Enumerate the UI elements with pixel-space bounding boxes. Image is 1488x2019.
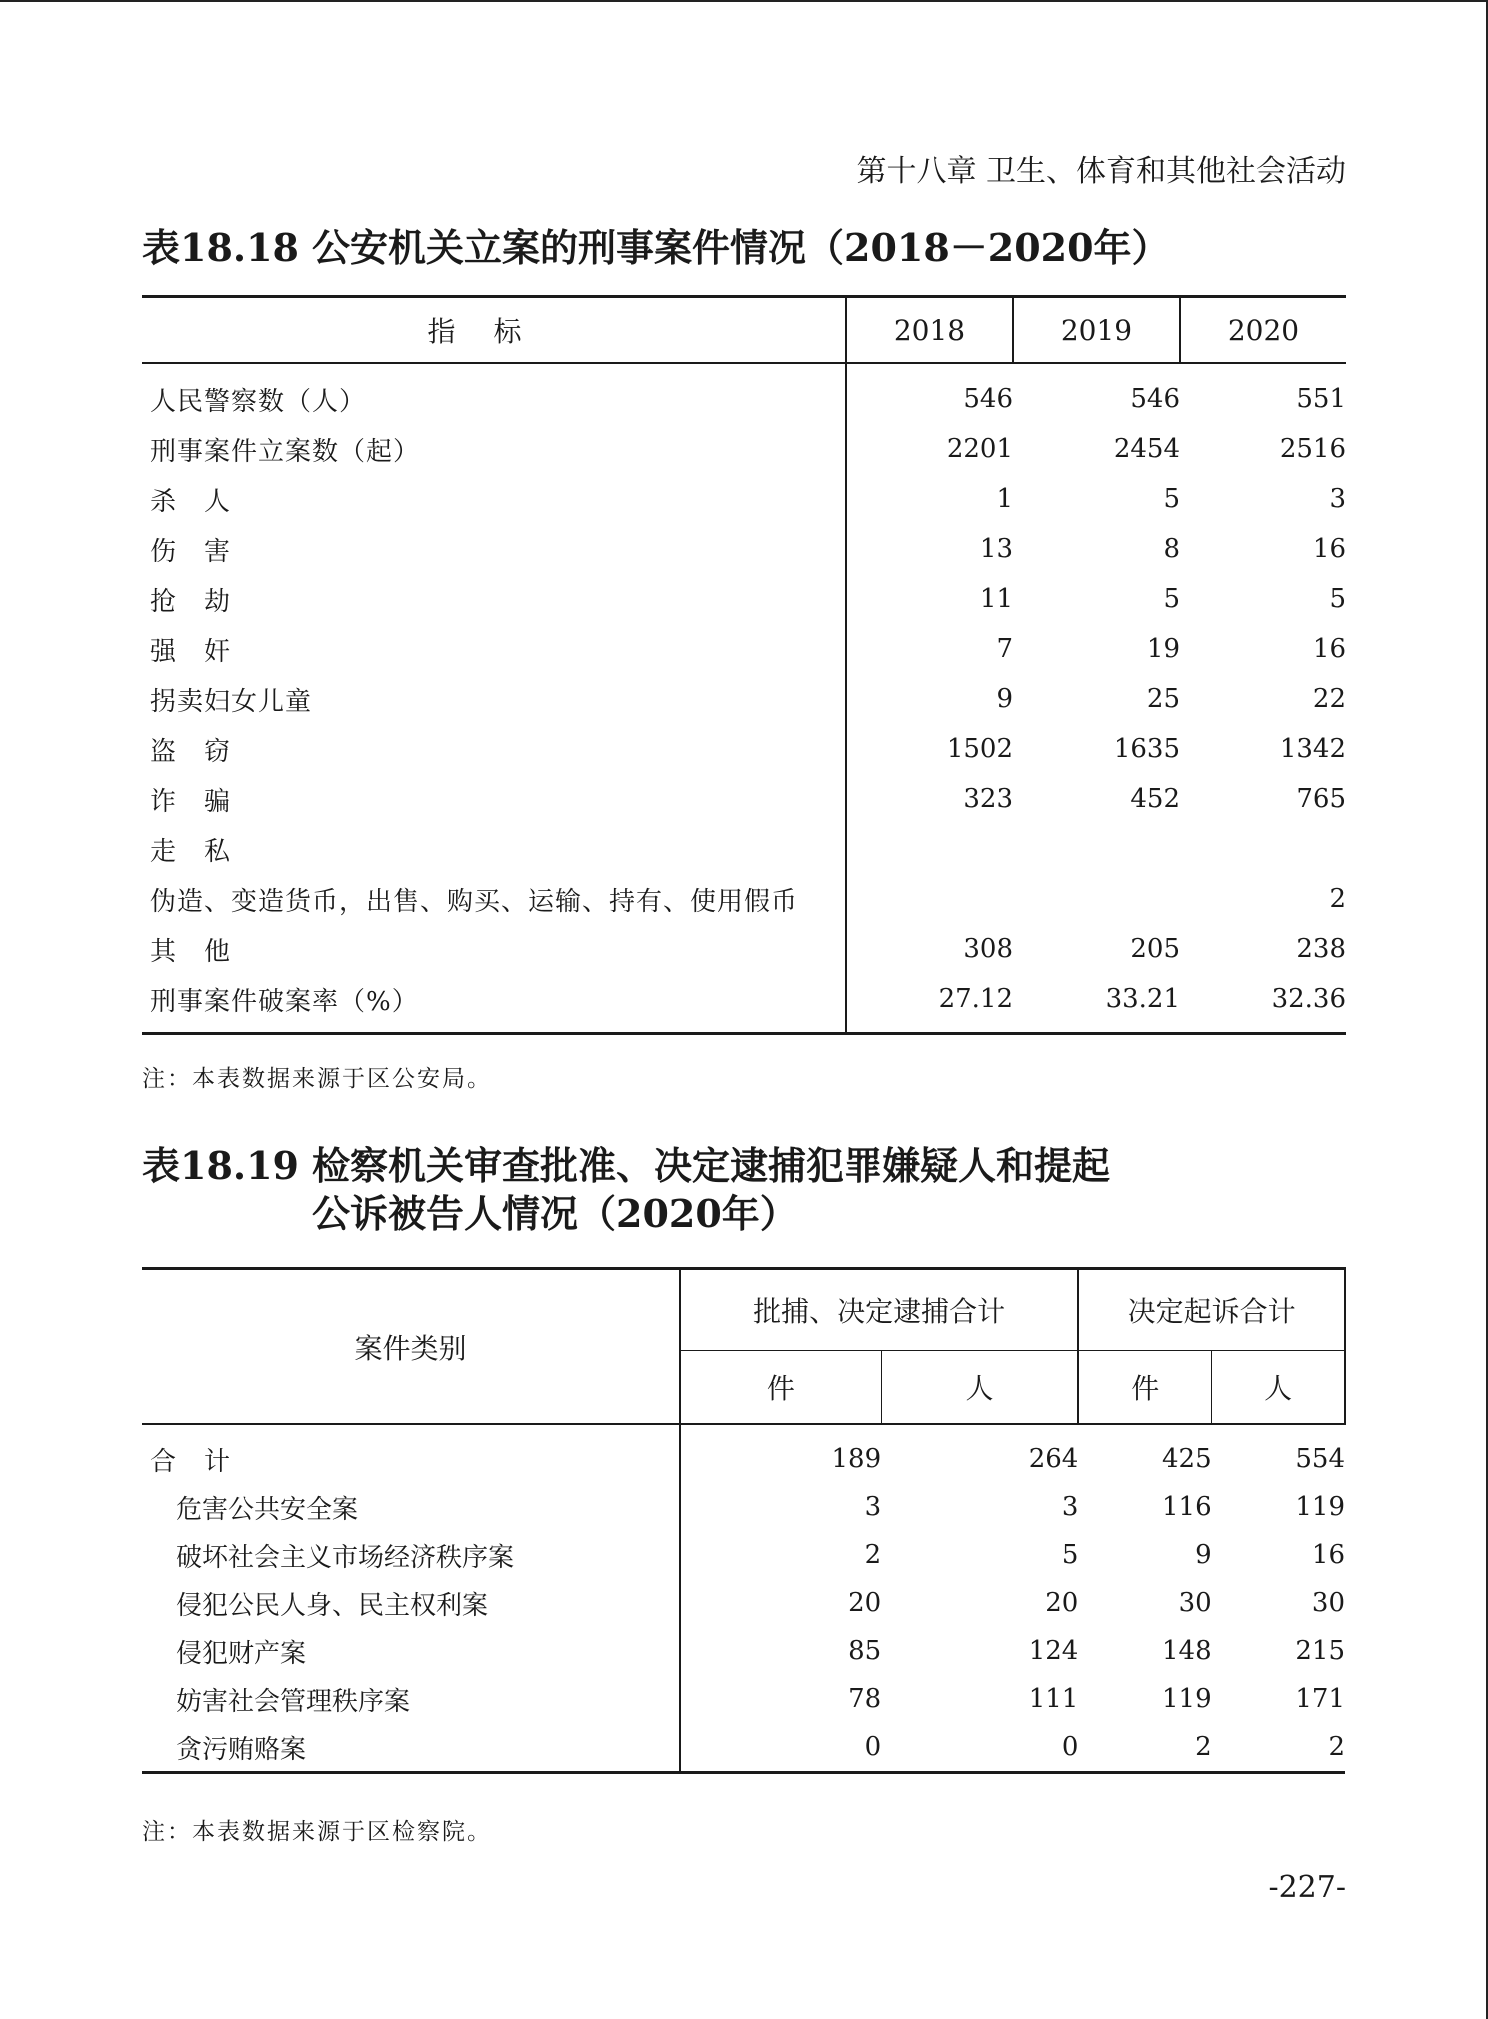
table-row (142, 1483, 1345, 1531)
table-row (142, 1579, 1345, 1627)
cell-value: 1 (996, 484, 1013, 514)
table1-number: 表18.18 (142, 225, 299, 270)
cell-value: 765 (1296, 784, 1346, 814)
cell-value: 16 (1312, 634, 1346, 664)
cell-value: 20 (1045, 1588, 1079, 1618)
table2-subheader-cases: 件 (1078, 1351, 1211, 1425)
cell-value: 32.36 (1271, 984, 1346, 1014)
cell-value: 119 (1162, 1684, 1212, 1714)
table-row (142, 674, 1346, 724)
cell-value: 27.12 (938, 984, 1013, 1014)
cell-value: 2 (1195, 1732, 1212, 1762)
table-row (142, 1675, 1345, 1723)
row-label: 刑事案件立案数（起） (142, 424, 846, 474)
cell-value: 16 (1312, 534, 1346, 564)
cell-value: 308 (963, 934, 1013, 964)
cell-value: 9 (996, 684, 1013, 714)
cell-value: 0 (1061, 1732, 1079, 1762)
table-row (142, 574, 1346, 624)
cell-value: 554 (1295, 1444, 1345, 1474)
cell-value: 3 (864, 1492, 882, 1522)
row-label: 抢 劫 (142, 574, 846, 624)
cell-value: 238 (1296, 934, 1346, 964)
cell-value: 9 (1195, 1540, 1212, 1570)
table1-title (142, 224, 1170, 272)
table-row (142, 724, 1346, 774)
row-label: 刑事案件破案率（%） (142, 974, 846, 1034)
cell-value: 5 (1163, 584, 1180, 614)
table1-header-year: 2019 (1013, 297, 1180, 364)
row-label: 人民警察数（人） (142, 363, 846, 424)
table-row (142, 924, 1346, 974)
table-row (142, 524, 1346, 574)
cell-value: 22 (1312, 684, 1346, 714)
cell-value: 1635 (1113, 734, 1180, 764)
cell-value: 2516 (1279, 434, 1346, 464)
table2-header-category: 案件类别 (142, 1269, 680, 1425)
cell-value: 171 (1295, 1684, 1345, 1714)
cell-value (846, 824, 1013, 874)
table2-subheader-persons: 人 (881, 1351, 1078, 1425)
row-label: 走 私 (142, 824, 846, 874)
cell-value: 2454 (1113, 434, 1180, 464)
cell-value: 20 (848, 1588, 882, 1618)
cell-value: 19 (1146, 634, 1180, 664)
cell-value: 189 (831, 1444, 882, 1474)
row-label: 盗 窃 (142, 724, 846, 774)
table2-note: 注：本表数据来源于区检察院。 (142, 1819, 492, 1845)
row-label: 伤 害 (142, 524, 846, 574)
cell-value: 3 (1329, 484, 1346, 514)
table2-header-group-arrest: 批捕、决定逮捕合计 (680, 1269, 1078, 1351)
cell-value: 205 (1130, 934, 1180, 964)
row-label: 其 他 (142, 924, 846, 974)
table-row (142, 363, 1346, 424)
cell-value: 551 (1296, 384, 1346, 414)
table-row (142, 1531, 1345, 1579)
table-row (142, 1424, 1345, 1483)
table-row (142, 624, 1346, 674)
table-row (142, 474, 1346, 524)
row-label: 危害公共安全案 (142, 1483, 680, 1531)
cell-value: 119 (1295, 1492, 1345, 1522)
row-label: 贪污贿赂案 (142, 1723, 680, 1773)
table1-header-year: 2020 (1180, 297, 1346, 364)
cell-value: 5 (1329, 584, 1346, 614)
page-number: -227- (1268, 1870, 1346, 1905)
cell-value: 85 (848, 1636, 882, 1666)
cell-value (1180, 824, 1346, 874)
cell-value: 11 (979, 584, 1013, 614)
cell-value: 323 (963, 784, 1013, 814)
cell-value (846, 874, 1013, 924)
cell-value: 30 (1311, 1588, 1345, 1618)
row-label: 合 计 (142, 1424, 680, 1483)
table-row (142, 1627, 1345, 1675)
cell-value (1013, 824, 1180, 874)
cell-value: 1342 (1279, 734, 1346, 764)
table2-title-line2: 公诉被告人情况（2020年） (312, 1191, 798, 1236)
table1-note: 注：本表数据来源于区公安局。 (142, 1066, 492, 1092)
table1-header-row (142, 297, 1346, 364)
cell-value: 7 (996, 634, 1013, 664)
row-label: 伪造、变造货币，出售、购买、运输、持有、使用假币 (142, 874, 846, 924)
table2-subheader-persons: 人 (1212, 1351, 1345, 1425)
row-label: 破坏社会主义市场经济秩序案 (142, 1531, 680, 1579)
table-row (142, 874, 1346, 924)
cell-value: 425 (1162, 1444, 1212, 1474)
table-row (142, 774, 1346, 824)
cell-value: 111 (1028, 1684, 1079, 1714)
chapter-header: 第十八章 卫生、体育和其他社会活动 (856, 154, 1346, 189)
table2-number: 表18.19 (142, 1143, 299, 1188)
cell-value: 0 (864, 1732, 882, 1762)
cell-value: 116 (1162, 1492, 1212, 1522)
row-label: 诈 骗 (142, 774, 846, 824)
cell-value: 148 (1162, 1636, 1212, 1666)
table1-header-year: 2018 (846, 297, 1013, 364)
cell-value: 13 (979, 534, 1013, 564)
cell-value: 2 (1328, 1732, 1345, 1762)
cell-value: 2201 (946, 434, 1013, 464)
cell-value: 5 (1061, 1540, 1079, 1570)
cell-value (1013, 874, 1180, 924)
cell-value: 546 (963, 384, 1013, 414)
cell-value: 30 (1178, 1588, 1212, 1618)
cell-value: 33.21 (1105, 984, 1180, 1014)
table-row (142, 1723, 1345, 1773)
table2-subheader-cases: 件 (680, 1351, 881, 1425)
table2-title (142, 1142, 1110, 1238)
table-row (142, 424, 1346, 474)
cell-value: 3 (1061, 1492, 1079, 1522)
table1-header-indicator: 指标 (142, 297, 846, 364)
row-label: 侵犯公民人身、民主权利案 (142, 1579, 680, 1627)
cell-value: 16 (1311, 1540, 1345, 1570)
cell-value: 2 (864, 1540, 882, 1570)
cell-value: 264 (1028, 1444, 1079, 1474)
cell-value: 215 (1295, 1636, 1345, 1666)
cell-value: 1502 (946, 734, 1013, 764)
table2 (142, 1267, 1346, 1774)
row-label: 强 奸 (142, 624, 846, 674)
table2-header-group-prosecute: 决定起诉合计 (1078, 1269, 1345, 1351)
cell-value: 5 (1163, 484, 1180, 514)
row-label: 拐卖妇女儿童 (142, 674, 846, 724)
table-row (142, 974, 1346, 1034)
row-label: 妨害社会管理秩序案 (142, 1675, 680, 1723)
cell-value: 8 (1163, 534, 1180, 564)
table2-title-line1: 检察机关审查批准、决定逮捕犯罪嫌疑人和提起 (312, 1143, 1111, 1188)
table-row (142, 824, 1346, 874)
cell-value: 546 (1130, 384, 1180, 414)
table1-title-text: 公安机关立案的刑事案件情况（2018－2020年） (312, 225, 1170, 270)
row-label: 杀 人 (142, 474, 846, 524)
table1 (142, 295, 1346, 1035)
cell-value: 452 (1130, 784, 1180, 814)
cell-value: 124 (1028, 1636, 1079, 1666)
cell-value: 2 (1329, 884, 1346, 914)
cell-value: 25 (1146, 684, 1180, 714)
page-border-top (0, 0, 1488, 2)
row-label: 侵犯财产案 (142, 1627, 680, 1675)
table2-header-row (142, 1269, 1345, 1351)
cell-value: 78 (848, 1684, 882, 1714)
